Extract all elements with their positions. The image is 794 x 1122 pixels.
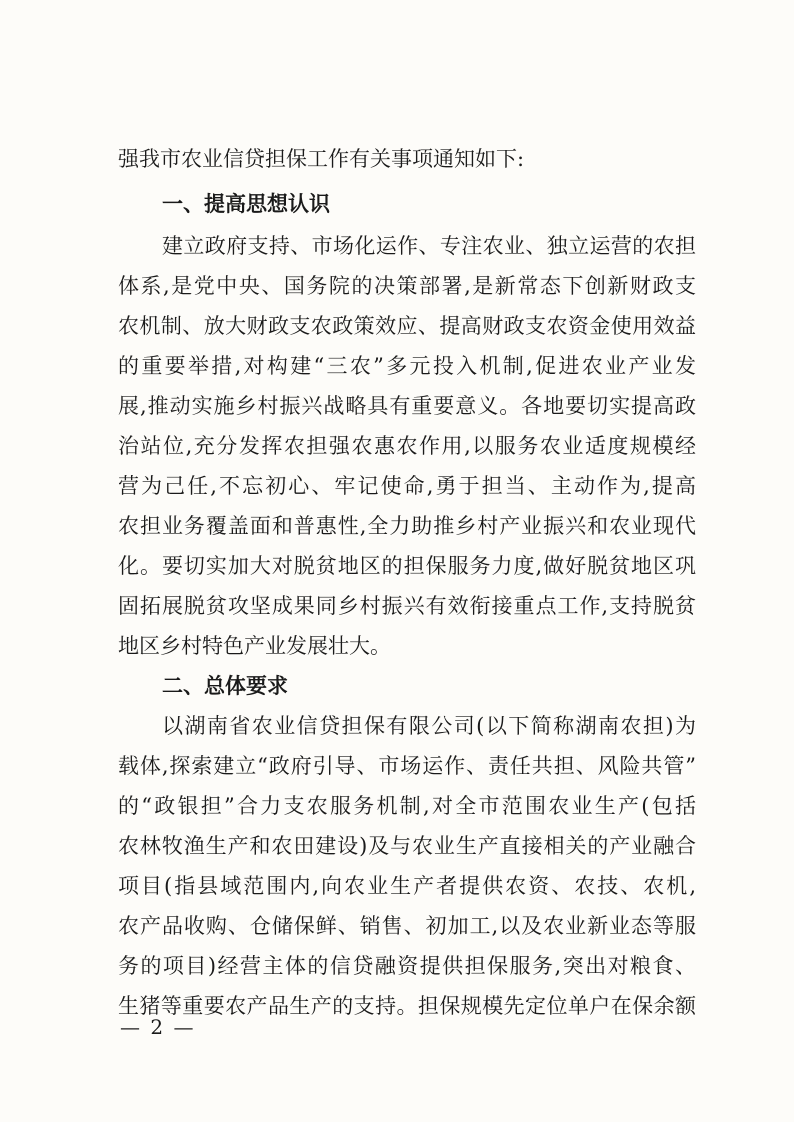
section-2-paragraph-line: 农林牧渔生产和农田建设)及与农业生产直接相关的产业融合 — [118, 834, 696, 858]
section-1-paragraph-line: 化。要切实加大对脱贫地区的担保服务力度,做好脱贫地区巩 — [118, 554, 696, 578]
section-1-paragraph-line: 建立政府支持、市场化运作、专注农业、独立运营的农担 — [162, 234, 696, 258]
section-1-paragraph-line: 体系,是党中央、国务院的决策部署,是新常态下创新财政支 — [118, 274, 696, 298]
section-2-paragraph-line: 生猪等重要农产品生产的支持。担保规模先定位单户在保余额 — [118, 994, 696, 1018]
section-2-paragraph-line: 务的项目)经营主体的信贷融资提供担保服务,突出对粮食、 — [118, 954, 696, 978]
section-2-paragraph-line: 项目(指县域范围内,向农业生产者提供农资、农技、农机, — [118, 874, 696, 898]
section-1-heading: 一、提高思想认识 — [162, 192, 330, 216]
intro-line: 强我市农业信贷担保工作有关事项通知如下: — [118, 147, 525, 171]
section-1-paragraph-line: 治站位,充分发挥农担强农惠农作用,以服务农业适度规模经 — [118, 434, 696, 458]
section-2-paragraph-line: 以湖南省农业信贷担保有限公司(以下简称湖南农担)为 — [162, 714, 696, 738]
section-2-heading: 二、总体要求 — [162, 674, 288, 698]
section-1-paragraph-line: 固拓展脱贫攻坚成果同乡村振兴有效衔接重点工作,支持脱贫 — [118, 594, 696, 618]
section-2-paragraph-line: 载体,探索建立“政府引导、市场运作、责任共担、风险共管” — [118, 754, 696, 778]
section-1-paragraph-line: 展,推动实施乡村振兴战略具有重要意义。各地要切实提高政 — [118, 394, 696, 418]
section-1-paragraph-line: 营为己任,不忘初心、牢记使命,勇于担当、主动作为,提高 — [118, 474, 696, 498]
section-1-paragraph-line: 的重要举措,对构建“三农”多元投入机制,促进农业产业发 — [118, 354, 696, 378]
section-2-paragraph-line: 的“政银担”合力支农服务机制,对全市范围农业生产(包括 — [118, 794, 696, 818]
section-1-paragraph-line: 农担业务覆盖面和普惠性,全力助推乡村产业振兴和农业现代 — [118, 514, 696, 538]
page-number: — 2 — — [120, 1015, 196, 1039]
section-2-paragraph-line: 农产品收购、仓储保鲜、销售、初加工,以及农业新业态等服 — [118, 914, 696, 938]
section-1-paragraph-line: 农机制、放大财政支农政策效应、提高财政支农资金使用效益 — [118, 314, 696, 338]
section-1-paragraph-line: 地区乡村特色产业发展壮大。 — [118, 634, 391, 658]
